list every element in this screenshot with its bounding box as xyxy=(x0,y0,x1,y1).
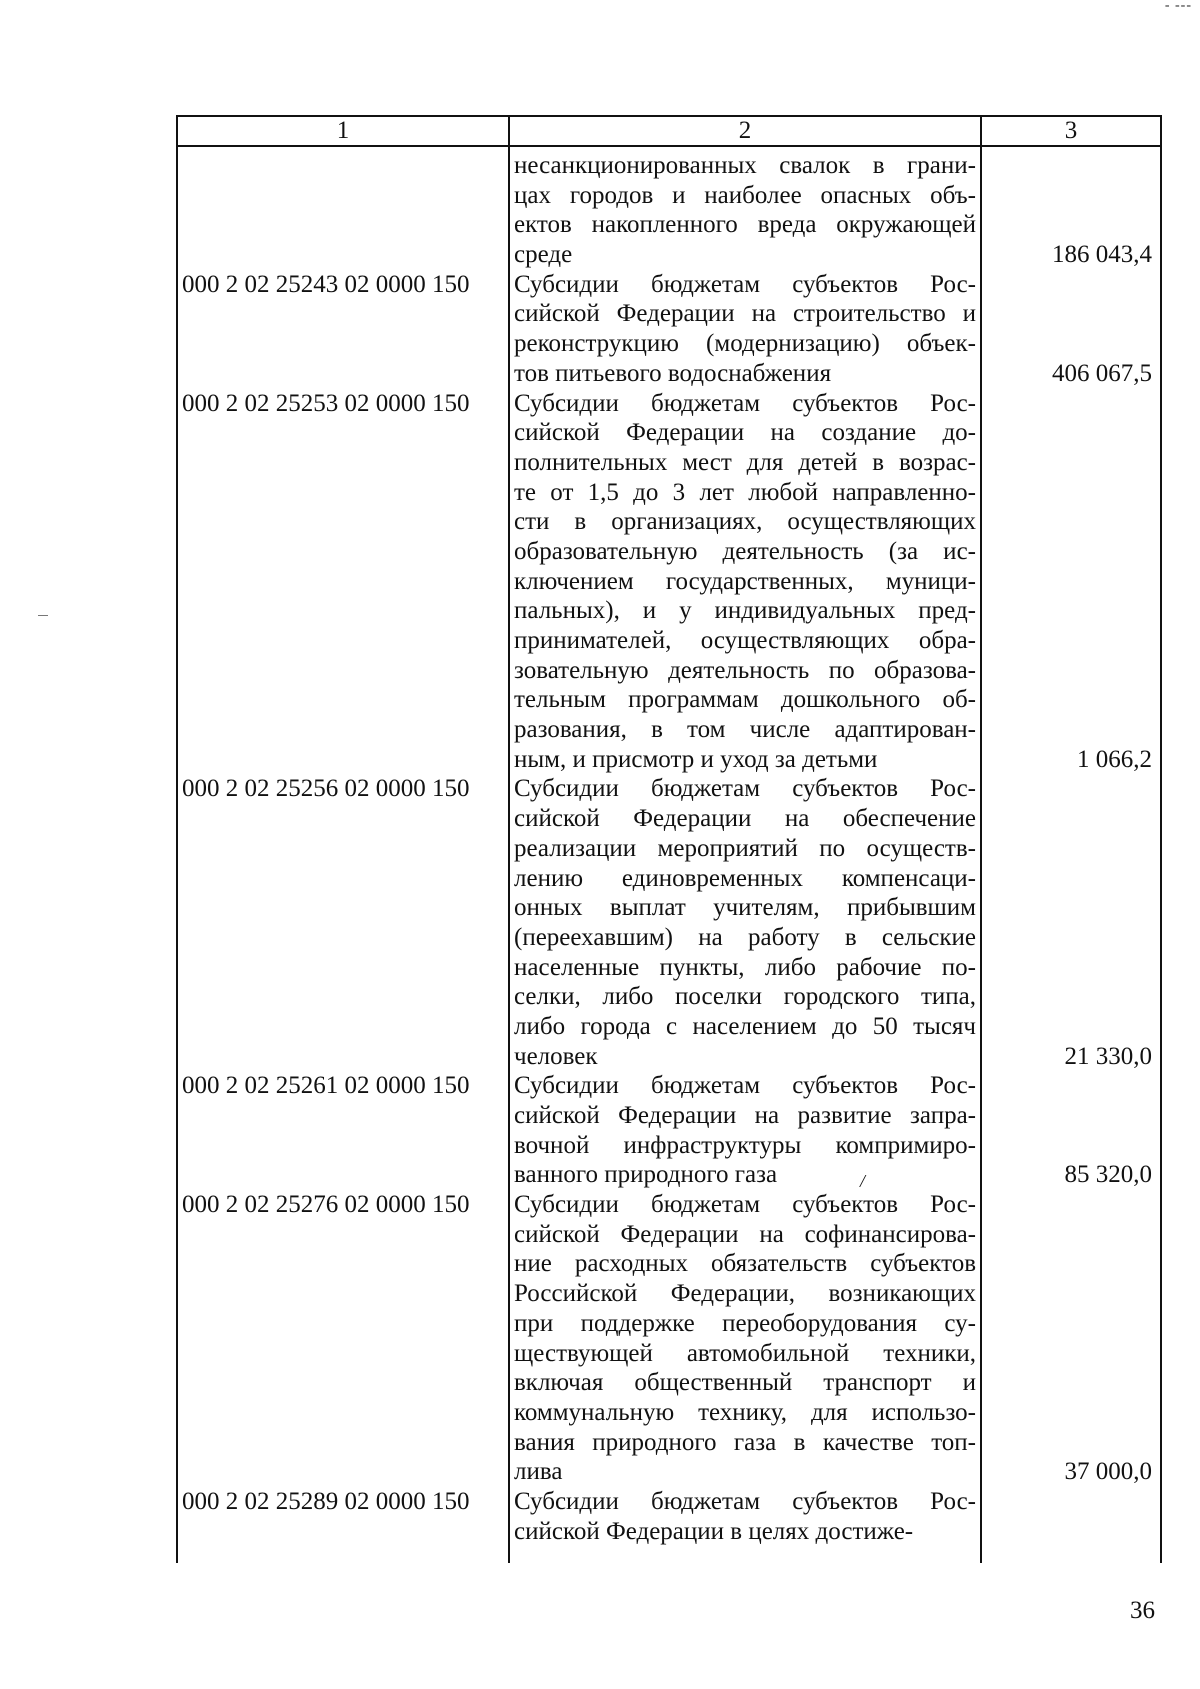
row-description-line: пальных), и у индивидуальных пред- xyxy=(514,597,976,625)
stray-pen-mark: / xyxy=(860,1171,866,1191)
row-amount-spacer xyxy=(984,567,1152,597)
row-description-line: реконструкцию (модернизацию) объек- xyxy=(514,330,976,358)
row-amount-spacer xyxy=(984,1131,1152,1161)
row-code-spacer xyxy=(182,1012,504,1042)
row-description-line: ние расходных обязательств субъектов xyxy=(514,1250,976,1278)
row-amount-spacer xyxy=(984,804,1152,834)
row-amount-spacer xyxy=(984,181,1152,211)
row-description-line: цах городов и наиболее опасных объ- xyxy=(514,181,976,209)
row-description-line: Субсидии бюджетам субъектов Рос- xyxy=(514,1191,976,1219)
row-amount-spacer xyxy=(984,270,1152,300)
row-description-line: (переехавшим) на работу в сельские xyxy=(514,923,976,951)
code-column xyxy=(182,151,504,1546)
row-code: 000 2 02 25253 02 0000 150 xyxy=(182,389,470,417)
row-code-spacer xyxy=(182,1339,504,1369)
row-description-line: ектов накопленного вреда окружающей xyxy=(514,211,976,239)
row-amount-spacer xyxy=(984,715,1152,745)
row-code-spacer xyxy=(182,656,504,686)
row-code-spacer xyxy=(182,567,504,597)
row-code-spacer xyxy=(182,953,504,983)
row-description-line: коммунальную технику, для использо- xyxy=(514,1398,976,1426)
row-code-spacer xyxy=(182,745,504,775)
row-amount-spacer xyxy=(984,893,1152,923)
row-amount: 406 067,5 xyxy=(1052,359,1152,387)
row-code-spacer xyxy=(182,478,504,508)
row-code-spacer xyxy=(182,1428,504,1458)
row-description-line: Субсидии бюджетам субъектов Рос- xyxy=(514,270,976,298)
row-description-line: вания природного газа в качестве топ- xyxy=(514,1428,976,1456)
row-description-line: сийской Федерации в целях достиже- xyxy=(514,1517,914,1545)
row-code-spacer xyxy=(182,685,504,715)
row-amount: 85 320,0 xyxy=(1064,1161,1152,1189)
row-amount: 1 066,2 xyxy=(1077,745,1152,773)
row-amount-spacer xyxy=(984,626,1152,656)
row-description-line: сийской Федерации на создание до- xyxy=(514,419,976,447)
row-code-spacer xyxy=(182,1042,504,1072)
row-code-spacer xyxy=(182,596,504,626)
row-description-line: тов питьевого водоснабжения xyxy=(514,359,832,387)
row-amount-spacer xyxy=(984,685,1152,715)
row-amount-spacer xyxy=(984,656,1152,686)
corner-mark: - --- xyxy=(1164,0,1192,13)
row-description-line: образовательную деятельность (за ис- xyxy=(514,537,976,565)
row-amount-spacer xyxy=(984,596,1152,626)
row-amount-spacer xyxy=(984,953,1152,983)
row-description-line: несанкционированных свалок в грани- xyxy=(514,152,976,179)
row-code-spacer xyxy=(182,299,504,329)
row-amount-spacer xyxy=(984,1398,1152,1428)
budget-table xyxy=(176,115,1162,1563)
row-description-line: при поддержке переоборудования су- xyxy=(514,1309,976,1337)
row-amount-spacer xyxy=(984,1339,1152,1369)
row-code-spacer xyxy=(182,834,504,864)
row-description-line: принимателей, осуществляющих обра- xyxy=(514,627,976,654)
row-code-spacer xyxy=(182,507,504,537)
row-code-spacer xyxy=(182,864,504,894)
row-amount-spacer xyxy=(984,864,1152,894)
row-amount-spacer xyxy=(984,1012,1152,1042)
row-code xyxy=(182,151,504,181)
row-amount-spacer xyxy=(984,982,1152,1012)
row-description-line: лению единовременных компенсаци- xyxy=(514,864,976,892)
header-cell-description: 2 xyxy=(738,117,752,144)
row-description-line: лива xyxy=(514,1458,563,1486)
row-amount: 21 330,0 xyxy=(1064,1042,1152,1070)
header-cell-amount: 3 xyxy=(1064,117,1078,144)
row-amount-spacer xyxy=(984,537,1152,567)
row-amount: 186 043,4 xyxy=(1052,241,1152,269)
row-description-line: сти в организациях, осуществляющих xyxy=(514,508,976,536)
row-description-line: ванного природного газа xyxy=(514,1161,778,1189)
row-description-line: ществующей автомобильной техники, xyxy=(514,1339,976,1367)
header-cell-code: 1 xyxy=(336,117,350,144)
row-description-line: тельным программам дошкольного об- xyxy=(514,686,976,714)
amount-column xyxy=(984,151,1152,1546)
row-amount-spacer xyxy=(984,448,1152,478)
row-amount-spacer xyxy=(984,389,1152,419)
row-description-line: селки, либо поселки городского типа, xyxy=(514,983,976,1011)
row-code-spacer xyxy=(182,181,504,211)
row-description-line: сийской Федерации на строительство и xyxy=(514,300,976,328)
row-amount: 37 000,0 xyxy=(1064,1458,1152,1486)
row-description-line: Субсидии бюджетам субъектов Рос- xyxy=(514,1072,976,1100)
row-amount-spacer xyxy=(984,478,1152,508)
row-description-line: Субсидии бюджетам субъектов Рос- xyxy=(514,389,976,417)
page-number: 36 xyxy=(1130,1597,1155,1624)
row-description-line: человек xyxy=(514,1042,598,1070)
row-code-spacer xyxy=(182,1368,504,1398)
row-code-spacer xyxy=(182,1457,504,1487)
row-code-spacer xyxy=(182,1398,504,1428)
row-amount-spacer xyxy=(984,923,1152,953)
row-description-line: зовательную деятельность по образова- xyxy=(514,656,976,684)
row-code-spacer xyxy=(182,1131,504,1161)
row-code-spacer xyxy=(182,1279,504,1309)
row-amount-spacer xyxy=(984,1279,1152,1309)
row-code-spacer xyxy=(182,329,504,359)
row-description-line: онных выплат учителям, прибывшим xyxy=(514,894,976,922)
row-amount-spacer xyxy=(984,1220,1152,1250)
row-amount-spacer xyxy=(984,1249,1152,1279)
row-code-spacer xyxy=(182,923,504,953)
row-description-line: ным, и присмотр и уход за детьми xyxy=(514,745,878,773)
row-description-line: Российской Федерации, возникающих xyxy=(514,1280,976,1308)
row-code-spacer xyxy=(182,1517,504,1547)
row-description-line: Субсидии бюджетам субъектов Рос- xyxy=(514,775,976,803)
row-code-spacer xyxy=(182,626,504,656)
row-code-spacer xyxy=(182,418,504,448)
margin-speck xyxy=(38,615,48,616)
row-code: 000 2 02 25243 02 0000 150 xyxy=(182,270,470,298)
row-amount-spacer xyxy=(984,774,1152,804)
row-amount-spacer xyxy=(984,507,1152,537)
row-description-line: разования, в том числе адаптирован- xyxy=(514,716,976,744)
row-code-spacer xyxy=(182,1101,504,1131)
header-separator xyxy=(176,145,1162,147)
row-description-line: вочной инфраструктуры компримиро- xyxy=(514,1131,976,1159)
row-description-line: реализации мероприятий по осуществ- xyxy=(514,834,976,862)
row-code-spacer xyxy=(182,982,504,1012)
row-amount-spacer xyxy=(984,299,1152,329)
row-code: 000 2 02 25276 02 0000 150 xyxy=(182,1191,470,1219)
row-description-line: Субсидии бюджетам субъектов Рос- xyxy=(514,1487,976,1515)
row-amount-spacer xyxy=(984,418,1152,448)
row-code: 000 2 02 25256 02 0000 150 xyxy=(182,775,470,803)
row-code-spacer xyxy=(182,804,504,834)
row-amount-spacer xyxy=(984,1368,1152,1398)
row-code-spacer xyxy=(182,537,504,567)
row-code: 000 2 02 25261 02 0000 150 xyxy=(182,1072,470,1100)
row-code-spacer xyxy=(182,893,504,923)
description-column xyxy=(514,151,976,1546)
row-description-line: полнительных мест для детей в возрас- xyxy=(514,448,976,476)
row-amount-spacer xyxy=(984,210,1152,240)
row-description-line: те от 1,5 до 3 лет любой направленно- xyxy=(514,478,976,506)
row-amount-spacer xyxy=(984,1101,1152,1131)
row-code-spacer xyxy=(182,240,504,270)
row-description-line: сийской Федерации на развитие запра- xyxy=(514,1102,976,1129)
row-amount-spacer xyxy=(984,834,1152,864)
column-divider-1 xyxy=(508,115,510,1563)
column-divider-2 xyxy=(980,115,982,1563)
row-description-line: сийской Федерации на софинансирова- xyxy=(514,1220,976,1248)
row-amount-spacer xyxy=(984,1190,1152,1220)
row-amount xyxy=(984,1517,1152,1547)
row-description-line: среде xyxy=(514,241,573,269)
table-right-border xyxy=(1160,115,1162,1563)
row-description-line: либо города с населением до 50 тысяч xyxy=(514,1012,976,1040)
row-code-spacer xyxy=(182,1309,504,1339)
row-code-spacer xyxy=(182,359,504,389)
row-amount-spacer xyxy=(984,1071,1152,1101)
row-description-line: ключением государственных, муници- xyxy=(514,567,976,595)
row-code-spacer xyxy=(182,715,504,745)
row-description-line: сийской Федерации на обеспечение xyxy=(514,805,976,833)
row-code-spacer xyxy=(182,1249,504,1279)
row-amount-spacer xyxy=(984,1428,1152,1458)
table-left-border xyxy=(176,115,178,1563)
row-amount-spacer xyxy=(984,1487,1152,1517)
row-amount-spacer xyxy=(984,329,1152,359)
row-code-spacer xyxy=(182,210,504,240)
row-description-line: населенные пункты, либо рабочие по- xyxy=(514,953,976,981)
row-amount-spacer xyxy=(984,1309,1152,1339)
row-amount-spacer xyxy=(984,151,1152,181)
row-code: 000 2 02 25289 02 0000 150 xyxy=(182,1487,470,1515)
row-code-spacer xyxy=(182,1220,504,1250)
row-description-line: включая общественный транспорт и xyxy=(514,1369,976,1397)
row-code-spacer xyxy=(182,1160,504,1190)
row-code-spacer xyxy=(182,448,504,478)
